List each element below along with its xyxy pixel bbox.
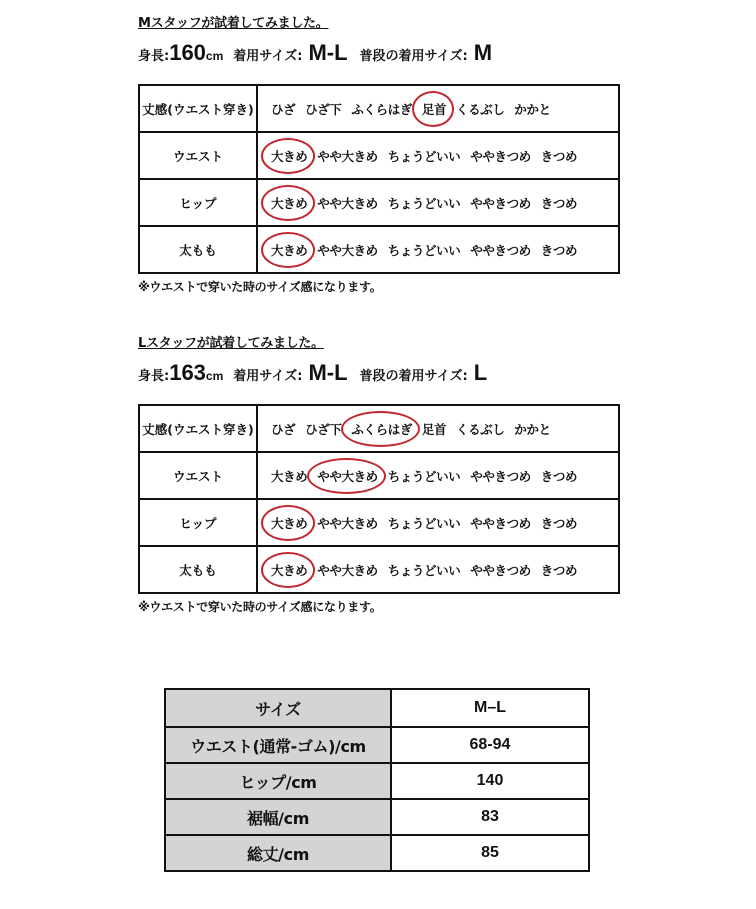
fit-row-label: ウエスト bbox=[139, 132, 257, 179]
fit-option-selected: やや大きめ bbox=[314, 467, 381, 485]
size-value: M–L bbox=[391, 689, 589, 727]
fit-option: ややきつめ bbox=[470, 148, 531, 164]
section-heading: Lスタッフが試着してみました。 bbox=[138, 336, 324, 351]
size-row bbox=[165, 763, 589, 799]
fit-note: ※ウエストで穿いた時のサイズ感になります。 bbox=[138, 600, 382, 614]
fit-option: 足首 bbox=[421, 421, 447, 437]
fit-note: ※ウエストで穿いた時のサイズ感になります。 bbox=[138, 280, 382, 294]
fit-option: やや大きめ bbox=[317, 515, 378, 531]
fit-option-selected: 大きめ bbox=[268, 561, 310, 579]
fit-options bbox=[257, 405, 619, 452]
fit-row-label: ヒップ bbox=[139, 499, 257, 546]
fit-row-label: 丈感(ウエスト穿き) bbox=[139, 85, 257, 132]
fit-option-selected: 足首 bbox=[419, 100, 449, 118]
worn-size-value: M-L bbox=[308, 360, 348, 385]
size-value: 83 bbox=[391, 799, 589, 835]
height-value: 160 bbox=[169, 40, 206, 65]
size-key: 裾幅/cm bbox=[165, 799, 391, 835]
staff-profile bbox=[138, 40, 620, 84]
fit-options bbox=[257, 499, 619, 546]
height-label: 身長: bbox=[138, 369, 170, 384]
fit-options bbox=[257, 85, 619, 132]
fit-option-selected: 大きめ bbox=[268, 147, 310, 165]
fit-option: くるぶし bbox=[456, 101, 505, 117]
fit-option: きつめ bbox=[540, 242, 578, 258]
fit-options bbox=[257, 132, 619, 179]
fit-row-label: 太もも bbox=[139, 226, 257, 273]
size-value: 68-94 bbox=[391, 727, 589, 763]
fit-option: ひざ下 bbox=[305, 101, 342, 117]
size-row bbox=[165, 835, 589, 871]
fit-row bbox=[139, 179, 619, 226]
size-key: 総丈/cm bbox=[165, 835, 391, 871]
size-row bbox=[165, 689, 589, 727]
fit-row bbox=[139, 85, 619, 132]
fit-option: ややきつめ bbox=[470, 468, 531, 484]
fit-option: ふくらはぎ bbox=[351, 101, 412, 117]
fit-option: ひざ bbox=[271, 421, 296, 437]
fit-row bbox=[139, 452, 619, 499]
fit-option: やや大きめ bbox=[317, 148, 378, 164]
fit-row-label: 丈感(ウエスト穿き) bbox=[139, 405, 257, 452]
fit-option: かかと bbox=[514, 101, 551, 117]
fit-row bbox=[139, 226, 619, 273]
fit-option: かかと bbox=[514, 421, 551, 437]
size-value: 140 bbox=[391, 763, 589, 799]
usual-size-label: 普段の着用サイズ: bbox=[359, 369, 468, 384]
height-unit: cm bbox=[205, 369, 224, 383]
fit-table bbox=[138, 84, 620, 274]
fitting-section-m-staff bbox=[138, 14, 620, 295]
fit-option: きつめ bbox=[540, 148, 578, 164]
fit-table bbox=[138, 404, 620, 594]
fit-option: ひざ bbox=[271, 101, 296, 117]
fit-row-label: ウエスト bbox=[139, 452, 257, 499]
size-row bbox=[165, 727, 589, 763]
fit-option: きつめ bbox=[540, 195, 578, 211]
size-table-body bbox=[165, 689, 589, 871]
usual-size-label: 普段の着用サイズ: bbox=[359, 49, 468, 64]
size-row bbox=[165, 799, 589, 835]
usual-size-value: L bbox=[473, 360, 488, 385]
fit-option: やや大きめ bbox=[317, 562, 378, 578]
fit-table-body bbox=[139, 85, 619, 273]
fit-option: ちょうどいい bbox=[387, 195, 461, 211]
fit-option-selected: 大きめ bbox=[268, 514, 310, 532]
fit-row-label: 太もも bbox=[139, 546, 257, 593]
fit-option: きつめ bbox=[540, 562, 578, 578]
fit-row-label: ヒップ bbox=[139, 179, 257, 226]
fit-options bbox=[257, 452, 619, 499]
fit-row bbox=[139, 132, 619, 179]
fit-option: ややきつめ bbox=[470, 515, 531, 531]
fit-table-body bbox=[139, 405, 619, 593]
fit-option-selected: 大きめ bbox=[268, 241, 310, 259]
fit-row bbox=[139, 405, 619, 452]
fit-option: ややきつめ bbox=[470, 562, 531, 578]
fit-option: ちょうどいい bbox=[387, 148, 461, 164]
worn-size-value: M-L bbox=[308, 40, 348, 65]
fit-option: きつめ bbox=[540, 468, 578, 484]
staff-profile bbox=[138, 360, 620, 404]
size-key: サイズ bbox=[165, 689, 391, 727]
fit-option: やや大きめ bbox=[317, 195, 378, 211]
fit-option: ややきつめ bbox=[470, 242, 531, 258]
height-value: 163 bbox=[169, 360, 206, 385]
fit-option: くるぶし bbox=[456, 421, 505, 437]
fit-option: ひざ下 bbox=[305, 421, 342, 437]
fit-option-selected: ふくらはぎ bbox=[348, 420, 415, 438]
fitting-section-l-staff bbox=[138, 334, 620, 615]
fit-row bbox=[139, 499, 619, 546]
size-table bbox=[164, 688, 590, 872]
fit-option-selected: 大きめ bbox=[268, 194, 310, 212]
height-label: 身長: bbox=[138, 49, 170, 64]
fit-options bbox=[257, 179, 619, 226]
size-key: ウエスト(通常-ゴム)/cm bbox=[165, 727, 391, 763]
size-key: ヒップ/cm bbox=[165, 763, 391, 799]
worn-size-label: 着用サイズ: bbox=[233, 369, 303, 384]
fit-option: きつめ bbox=[540, 515, 578, 531]
fit-option: ちょうどいい bbox=[387, 468, 461, 484]
section-heading: Mスタッフが試着してみました。 bbox=[138, 16, 329, 31]
size-value: 85 bbox=[391, 835, 589, 871]
fit-option: 大きめ bbox=[271, 468, 308, 484]
fit-option: ちょうどいい bbox=[387, 562, 461, 578]
fit-option: ややきつめ bbox=[470, 195, 531, 211]
fit-option: ちょうどいい bbox=[387, 515, 461, 531]
height-unit: cm bbox=[205, 49, 224, 63]
fit-option: ちょうどいい bbox=[387, 242, 461, 258]
fit-options bbox=[257, 226, 619, 273]
worn-size-label: 着用サイズ: bbox=[233, 49, 303, 64]
fit-options bbox=[257, 546, 619, 593]
fit-option: やや大きめ bbox=[317, 242, 378, 258]
usual-size-value: M bbox=[473, 40, 493, 65]
fit-row bbox=[139, 546, 619, 593]
